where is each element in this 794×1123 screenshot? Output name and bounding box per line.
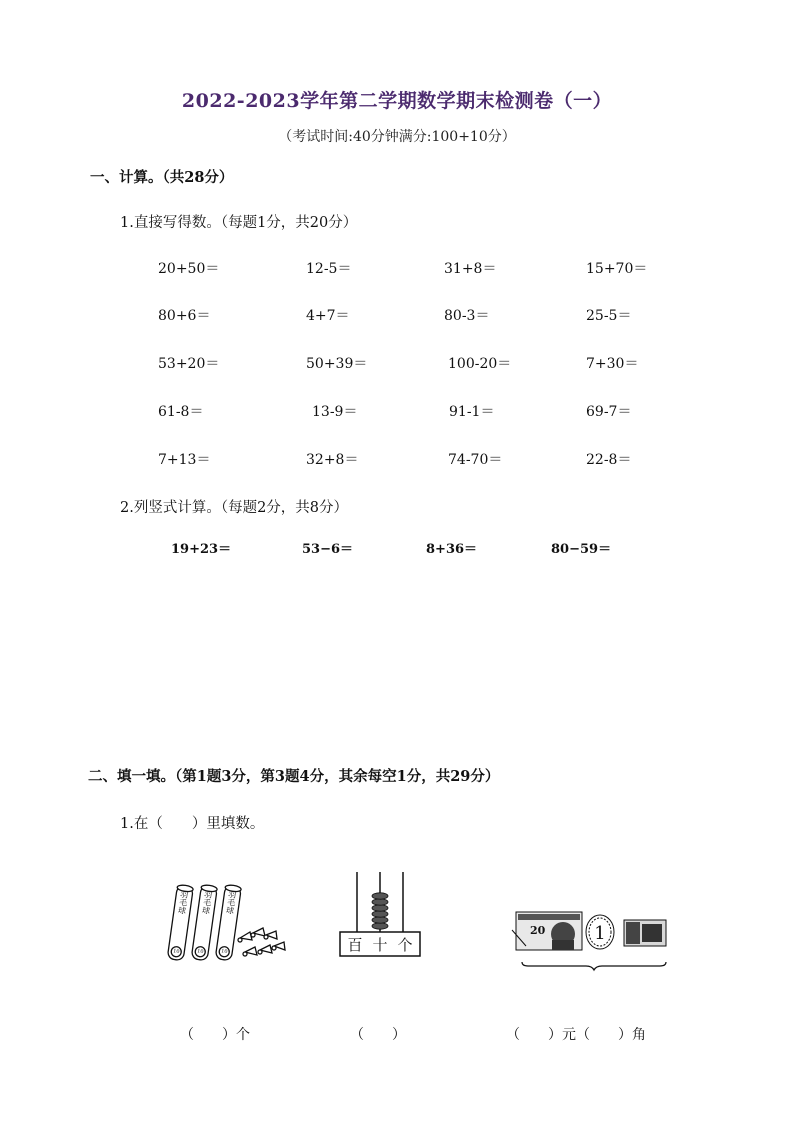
calc-item: 12-5＝ (306, 261, 352, 277)
shuttlecock-icon (243, 947, 257, 956)
abacus-picture (335, 868, 425, 960)
tube-count-text: 10 (220, 948, 228, 956)
coin-value-text: 1 (594, 923, 606, 944)
calc-item: 74-70＝ (448, 452, 503, 468)
vertical-calc-item: 80−59＝ (551, 542, 612, 557)
section-1-heading: 一、计算。（共28分） (90, 169, 234, 186)
tube-label-text: 羽毛球 (177, 889, 190, 915)
shuttlecock-tube-icon (191, 884, 217, 960)
shuttlecock-icon (258, 945, 272, 954)
calc-item: 15+70＝ (586, 261, 648, 277)
vertical-calc-item: 53−6＝ (302, 542, 354, 557)
calc-item: 22-8＝ (586, 452, 632, 468)
tube-count-text: 10 (196, 948, 204, 956)
answer-blank-tubes[interactable]: （ ）个 (180, 1027, 250, 1043)
calc-item: 20+50＝ (158, 261, 220, 277)
shuttlecock-tube-icon (167, 884, 193, 960)
calc-item: 4+7＝ (306, 308, 350, 324)
shuttlecock-icon (251, 928, 265, 937)
vertical-calc-item: 8+36＝ (426, 542, 478, 557)
question-1-2-label: 2.列竖式计算。（每题2分，共8分） (120, 500, 349, 516)
question-1-1-label: 1.直接写得数。（每题1分，共20分） (120, 215, 358, 231)
calc-item: 25-5＝ (586, 308, 632, 324)
banknote-jiao-icon (624, 920, 666, 946)
abacus-beads-tens (372, 893, 388, 929)
abacus-label-tens: 十 (372, 936, 388, 954)
tube-count-text: 10 (172, 948, 180, 956)
calc-item: 7+13＝ (158, 452, 211, 468)
calc-item: 80+6＝ (158, 308, 211, 324)
shuttlecock-icon (272, 942, 285, 950)
abacus-label-ones: 个 (397, 936, 413, 954)
page-title: 2022-2023学年第二学期数学期末检测卷（一） (181, 90, 613, 112)
banknote-20-icon (512, 912, 582, 950)
brace-icon (522, 962, 666, 970)
answer-blank-money[interactable]: （ ）元（ ）角 (506, 1027, 646, 1043)
shuttlecock-tubes-picture (160, 880, 290, 970)
vertical-calc-item: 19+23＝ (171, 542, 232, 557)
exam-info: （考试时间:40分钟满分:100+10分） (278, 129, 516, 145)
tube-label-text: 羽毛球 (201, 889, 214, 915)
calc-item: 91-1＝ (449, 404, 495, 420)
question-2-1-label: 1.在（ ）里填数。 (120, 816, 265, 832)
calc-item: 61-8＝ (158, 404, 204, 420)
section-2-heading: 二、填一填。（第1题3分，第3题4分，其余每空1分，共29分） (88, 768, 500, 785)
tube-label-text: 羽毛球 (225, 889, 238, 915)
money-picture (508, 906, 673, 972)
calc-item: 32+8＝ (306, 452, 359, 468)
calc-item: 100-20＝ (448, 356, 512, 372)
calc-item: 69-7＝ (586, 404, 632, 420)
calc-item: 50+39＝ (306, 356, 368, 372)
abacus-label-hundreds: 百 (347, 936, 363, 954)
calc-item: 13-9＝ (312, 404, 358, 420)
calc-item: 80-3＝ (444, 308, 490, 324)
shuttlecock-icon (264, 931, 277, 939)
shuttlecock-tube-icon (215, 884, 241, 960)
coin-1-yuan-icon (586, 915, 614, 949)
banknote-value-text: 20 (530, 924, 546, 937)
shuttlecock-icon (238, 932, 252, 942)
calc-item: 31+8＝ (444, 261, 497, 277)
calc-item: 53+20＝ (158, 356, 220, 372)
calc-item: 7+30＝ (586, 356, 639, 372)
answer-blank-abacus[interactable]: （ ） (350, 1027, 406, 1043)
